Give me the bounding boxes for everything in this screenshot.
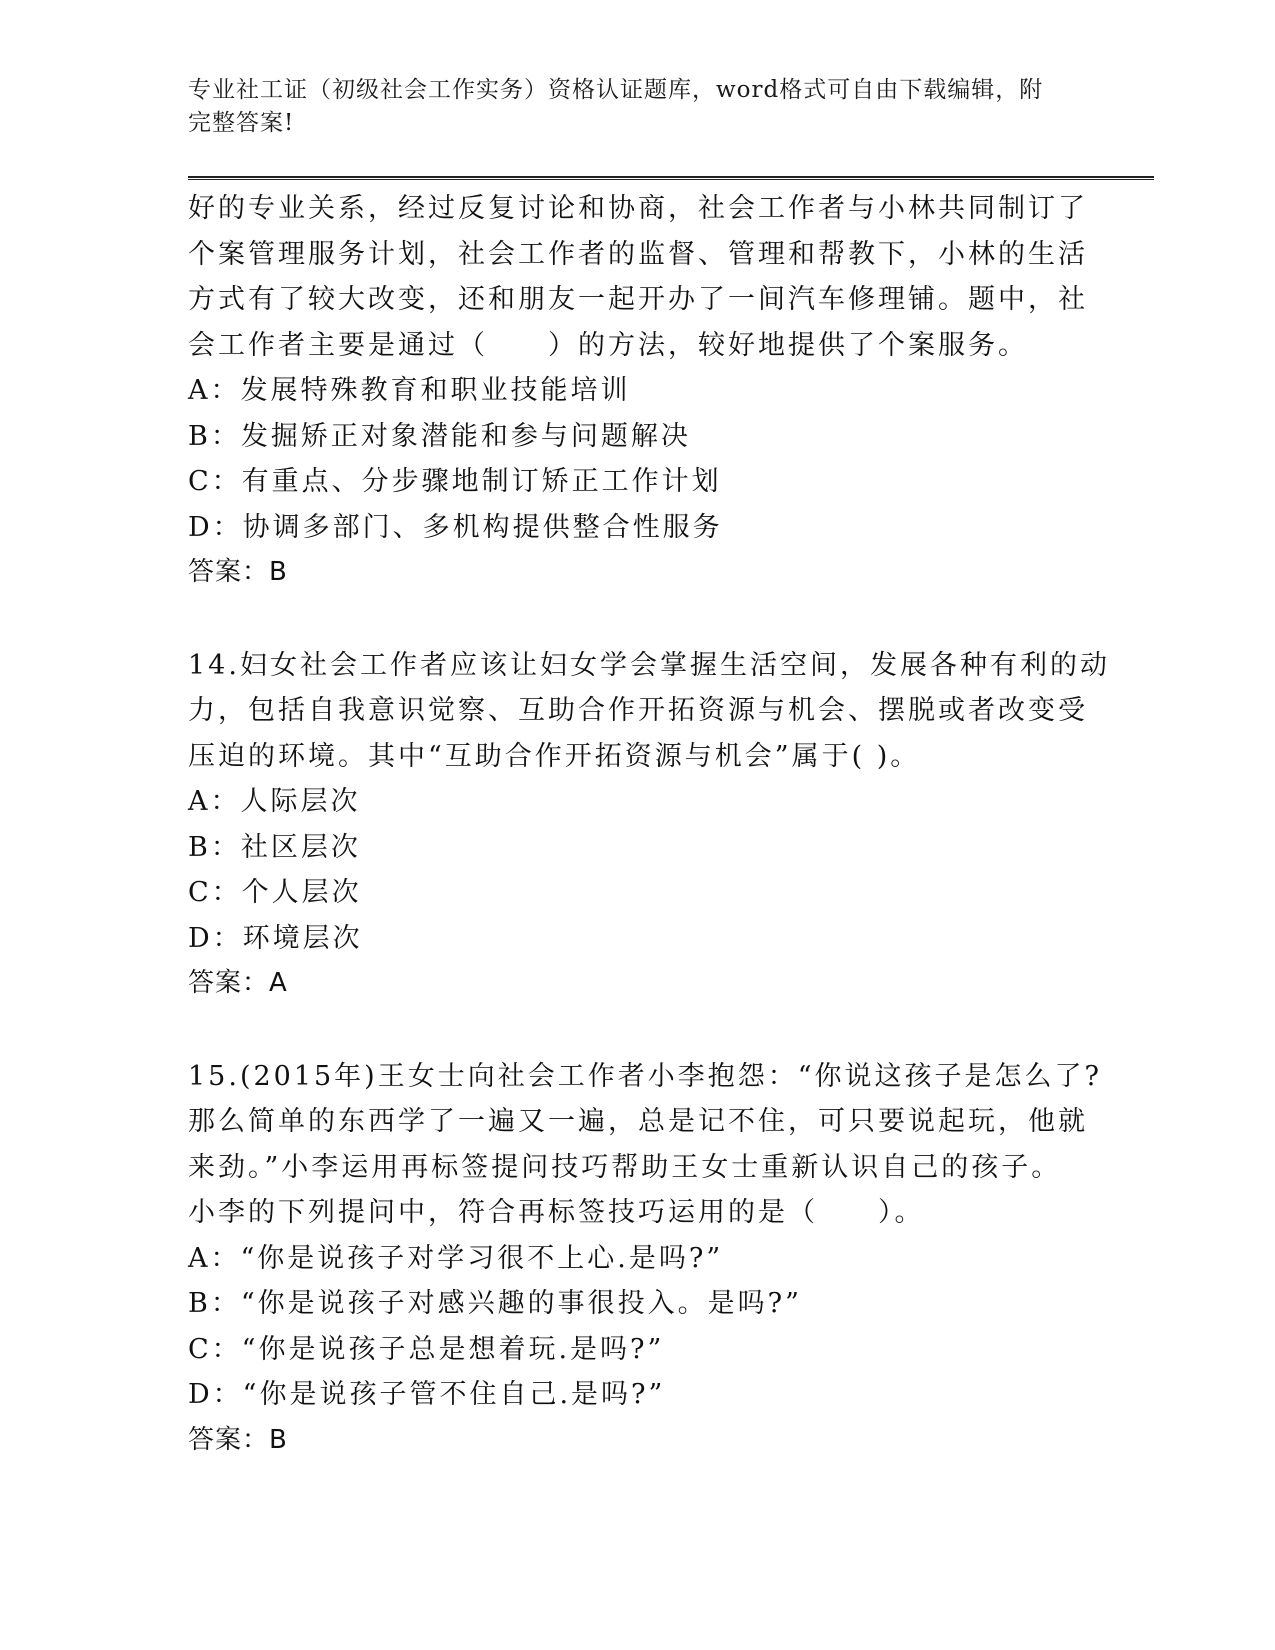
option-d: D：“你是说孩子管不住自己.是吗?”: [188, 1379, 666, 1410]
question-13: [188, 186, 1088, 596]
option-d: D：环境层次: [188, 922, 363, 954]
question-15: [188, 1054, 1102, 1464]
question-stem-line: 会工作者主要是通过（ ）的方法，较好地提供了个案服务。: [188, 329, 1028, 361]
question-14: [188, 643, 1110, 1007]
question-stem-line: 方式有了较大改变，还和朋友一起开办了一间汽车修理铺。题中，社: [188, 284, 1088, 315]
option-a: A：发展特殊教育和职业技能培训: [188, 375, 631, 406]
option-b: B：“你是说孩子对感兴趣的事很投入。是吗?”: [188, 1288, 802, 1319]
option-a: A：“你是说孩子对学习很不上心.是吗?”: [188, 1242, 724, 1274]
answer-label: 答案：B: [188, 557, 288, 587]
option-c: C：个人层次: [188, 877, 362, 908]
option-d: D：协调多部门、多机构提供整合性服务: [188, 511, 723, 543]
question-stem-line: 小李的下列提问中，符合再标签技巧运用的是（ ）。: [188, 1197, 925, 1228]
option-c: C：有重点、分步骤地制订矫正工作计划: [188, 466, 722, 497]
answer-label: 答案：B: [188, 1424, 288, 1455]
header-line-1: 专业社工证（初级社会工作实务）资格认证题库，word格式可自由下载编辑，附: [188, 77, 1044, 103]
question-content: [188, 186, 1110, 1463]
question-stem-line: 14.妇女社会工作者应该让妇女学会掌握生活空间，发展各种有利的动: [188, 649, 1110, 681]
question-stem-line: 那么简单的东西学了一遍又一遍，总是记不住，可只要说起玩，他就: [188, 1106, 1088, 1137]
option-b: B：发掘矫正对象潜能和参与问题解决: [188, 420, 691, 452]
spacer: [188, 1007, 1088, 1054]
document-header: [188, 74, 1088, 140]
question-stem-line: 15.(2015年)王女士向社会工作者小李抱怨：“你说这孩子是怎么了?: [188, 1060, 1102, 1092]
option-c: C：“你是说孩子总是想着玩.是吗?”: [188, 1333, 665, 1365]
question-stem-line: 力，包括自我意识觉察、互助合作开拓资源与机会、摆脱或者改变受: [188, 695, 1088, 726]
question-stem-line: 好的专业关系，经过反复讨论和协商，社会工作者与小林共同制订了: [188, 193, 1088, 224]
option-b: B：社区层次: [188, 831, 361, 863]
question-stem-line: 压迫的环境。其中“互助合作开拓资源与机会”属于( )。: [188, 740, 921, 772]
answer-label: 答案：A: [188, 968, 288, 998]
spacer: [188, 596, 1088, 643]
question-stem-line: 个案管理服务计划，社会工作者的监督、管理和帮教下，小林的生活: [188, 238, 1088, 270]
header-divider: [188, 176, 1154, 180]
option-a: A：人际层次: [188, 786, 361, 817]
header-line-2: 完整答案!: [188, 110, 295, 136]
question-stem-line: 来劲。”小李运用再标签提问技巧帮助王女士重新认识自己的孩子。: [188, 1151, 1062, 1183]
